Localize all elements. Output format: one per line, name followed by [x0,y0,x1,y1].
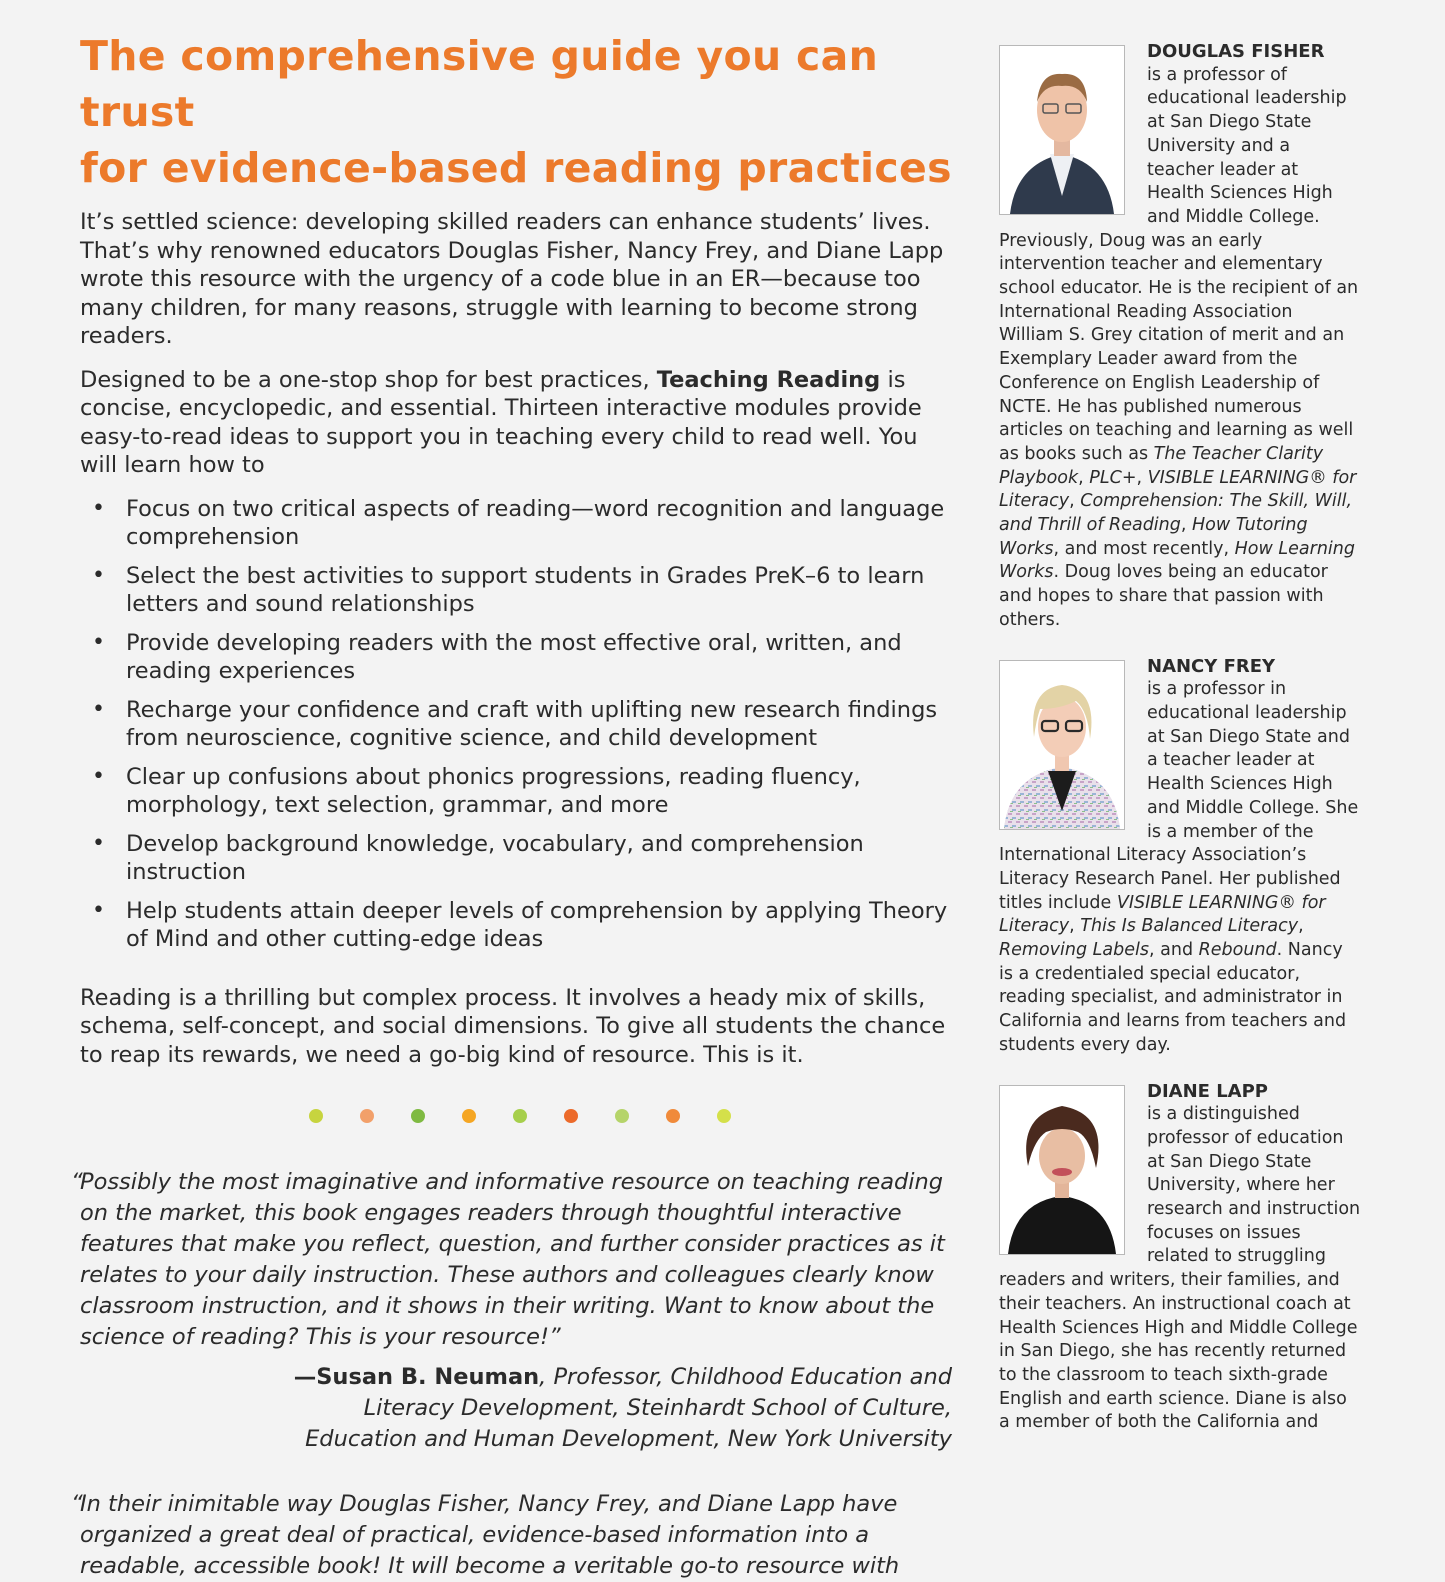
author-portrait-image [1000,1086,1124,1254]
author-sidebar [999,40,1361,1435]
bullet-icon: • [92,897,105,923]
main-column [71,28,960,1582]
author-bio-frey: NANCY FREY is a professor in educational leadership at San Diego State and a teacher leader at Health Sciences High and Middle College. She is a member of the International Literacy Association’s Literacy Research Panel. Her published titles include VISIBLE LEARNING® for Literacy, This Is Balanced Literacy, Removing Labels, and Rebound. Nancy is a credentialed special educator, reading specialist, and administrator in California and learns from teachers and students every day. [999,655,1361,1058]
bullet-icon: • [92,495,105,521]
divider-dot-icon [564,1109,578,1123]
list-item: • Provide developing readers with the most effective oral, written, and reading experiences [92,629,902,684]
intro-paragraph-2: Designed to be a one-stop shop for best practices, Teaching Reading is concise, encyclopedic, and essential. Thirteen interactive modules provide easy-to-read ideas to support you in teaching every child to read well. You will learn how to [80,366,922,478]
attribution-name: Susan B. Neuman [316,1364,540,1390]
list-item: • Recharge your confidence and craft with uplifting new research findings from neuroscience, cognitive science, and child development [92,696,938,751]
author-name: DIANE LAPP [1147,1080,1268,1102]
dot-divider [80,1109,960,1123]
testimonial-quote-2: “ In their inimitable way Douglas Fisher, Nancy Frey, and Diane Lapp have organized a great deal of practical, evidence-based information into a readable, accessible book! It will become a veritable go-to resource with [71,1491,900,1579]
divider-dot-icon [462,1109,476,1123]
divider-dot-icon [666,1109,680,1123]
author-photo [999,660,1125,830]
divider-dot-icon [717,1109,731,1123]
list-item: • Select the best activities to support students in Grades PreK–6 to learn letters and sound relationships [92,562,925,617]
author-photo [999,1085,1125,1255]
headline [80,28,960,196]
headline-line-2: for evidence-based reading practices [80,144,952,192]
book-title: Teaching Reading [656,366,881,393]
closing-paragraph: Reading is a thrilling but complex process. It involves a heady mix of skills, schema, self-concept, and social dimensions. To give all students the chance to reap its rewards, we need a go-big kind of resource. This is it. [80,984,946,1068]
quote-attribution: —Susan B. Neuman, Professor, Childhood Education and Literacy Development, Steinhardt School of Culture, Education and Human Development, New York University [293,1364,952,1452]
author-name: NANCY FREY [1147,655,1276,677]
bullet-icon: • [92,562,105,588]
open-quote-mark: “ [71,1491,83,1517]
author-bio-lapp: DIANE LAPP is a distinguished professor of education at San Diego State University, where her research and instruction focuses on issues related to struggling readers and writers, their families, and their teachers. An instructional coach at Health Sciences High and Middle College in San Diego, she has recently returned to the classroom to teach sixth-grade English and earth science. Diane is also a member of both the California and [999,1080,1361,1433]
headline-line-1: The comprehensive guide you can trust [80,32,879,136]
benefits-list [80,495,960,954]
open-quote-mark: “ [71,1169,83,1195]
list-item: • Focus on two critical aspects of reading—word recognition and language comprehension [92,495,945,550]
bullet-icon: • [92,696,105,722]
author-portrait-image [1000,46,1124,214]
divider-dot-icon [615,1109,629,1123]
list-item: • Develop background knowledge, vocabulary, and comprehension instruction [92,830,864,885]
author-portrait-image [1000,661,1124,829]
divider-dot-icon [411,1109,425,1123]
bullet-icon: • [92,830,105,856]
intro-paragraph-1: It’s settled science: developing skilled readers can enhance students’ lives. That’s why renowned educators Douglas Fisher, Nancy Frey, and Diane Lapp wrote this resource with the urgency of a code blue in an ER—because too many children, for many reasons, struggle with learning to become strong readers. [80,209,944,349]
divider-dot-icon [309,1109,323,1123]
author-name: DOUGLAS FISHER [1147,41,1325,62]
bullet-icon: • [92,629,105,655]
bullet-icon: • [92,763,105,789]
divider-dot-icon [360,1109,374,1123]
list-item: • Clear up confusions about phonics progressions, reading fluency, morphology, text selection, grammar, and more [92,763,861,818]
divider-dot-icon [513,1109,527,1123]
author-bio-fisher: DOUGLAS FISHER is a professor of educational leadership at San Diego State University and a teacher leader at Health Sciences High and Middle College. Previously, Doug was an early intervention teacher and elementary school educator. He is the recipient of an International Reading Association William S. Grey citation of merit and an Exemplary Leader award from the Conference on English Leadership of NCTE. He has published numerous articles on teaching and learning as well as books such as The Teacher Clarity Playbook, PLC+, VISIBLE LEARNING® for Literacy, Comprehension: The Skill, Will, and Thrill of Reading, How Tutoring Works, and most recently, How Learning Works. Doug loves being an educator and hopes to share that passion with others. [999,40,1361,633]
testimonial-quote-1: “ Possibly the most imaginative and informative resource on teaching reading on the market, this book engages readers through thoughtful interactive features that make you reflect, question, and further consider practices as it relates to your daily instruction. These authors and colleagues clearly know classroom instruction, and it shows in their writing. Want to know about the science of reading? This is your resource!” [71,1169,945,1350]
list-item: • Help students attain deeper levels of comprehension by applying Theory of Mind and other cutting-edge ideas [92,897,948,952]
author-photo [999,45,1125,215]
